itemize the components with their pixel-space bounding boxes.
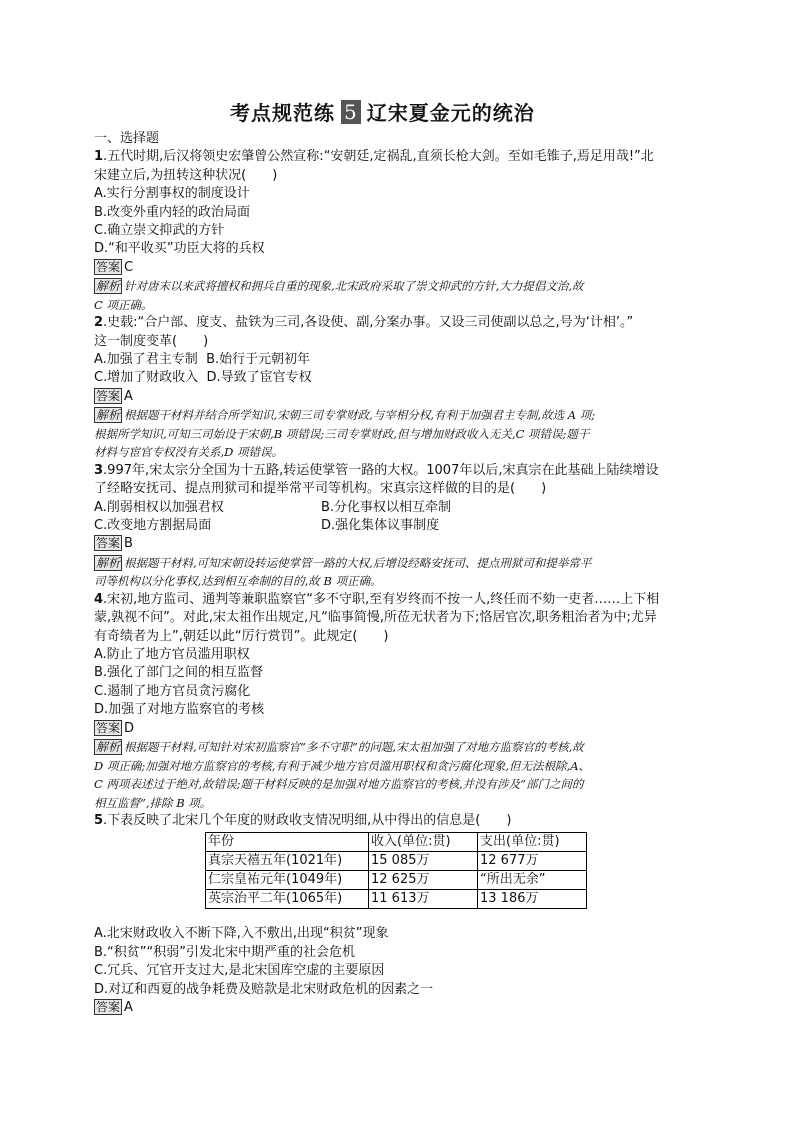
- explanation-text: 根据题干材料,可知针对宋初监察官“多不守职”的问题,宋太祖加强了对地方监察官的考核,故: [124, 740, 584, 755]
- question-stem: .下表反映了北宋几个年度的财政收支情况明细,从中得出的信息是( ): [103, 813, 512, 829]
- option-a: A.加强了君主专制: [94, 352, 198, 368]
- option-b: B.“积贫”“积弱”引发北宋中期严重的社会危机: [94, 944, 355, 960]
- answer-tag: 答案: [96, 720, 121, 735]
- explanation-text: 根据题干材料,可知宋朝设转运使掌管一路的大权,后增设经略安抚司、提点刑狱司和提举常平: [124, 555, 592, 570]
- question-number: 3: [94, 462, 104, 478]
- table-header: 收入(单位:贯): [369, 833, 478, 852]
- answer-tag: 答案: [96, 536, 121, 551]
- finance-table: [205, 832, 587, 909]
- option-c: C.遏制了地方官员贪污腐化: [94, 683, 251, 699]
- option-c: C.确立崇文抑武的方针: [94, 223, 225, 239]
- table-header: 年份: [206, 833, 369, 852]
- answer-value: A: [124, 1000, 133, 1016]
- title-number: 5: [341, 100, 361, 124]
- table-cell: 13 186万: [478, 890, 587, 909]
- question-1: [94, 148, 694, 314]
- explanation-text: 根据所学知识,可知三司始设于宋朝,B 项错误;三司专掌财政,但与增加财政收入无关,C 项错误;题干: [94, 426, 590, 441]
- explanation-text: 相互监督”,排除 B 项。: [94, 795, 212, 810]
- question-stem-cont: 蒙,孰视不问”。对此,宋太祖作出规定,凡“临事简慢,所莅无状者为下;恪居官次,职务粗治者为中;尤异: [94, 610, 657, 626]
- explanation-text: C 项正确。: [94, 297, 153, 312]
- option-d: D.强化集体议事制度: [321, 518, 440, 533]
- table-cell: 15 085万: [369, 852, 478, 871]
- question-number: 1: [94, 149, 104, 165]
- option-d: D.加强了对地方监察官的考核: [94, 702, 265, 718]
- option-a: A.防止了地方官员滥用职权: [94, 647, 250, 663]
- option-b: B.改变外重内轻的政治局面: [94, 204, 251, 220]
- question-3: [94, 462, 694, 591]
- question-stem-cont: 这一制度变革( ): [94, 333, 209, 349]
- table-header: 支出(单位:贯): [478, 833, 587, 852]
- explanation-tag: 解析: [96, 740, 121, 755]
- title-subject: 辽宋夏金元的统治: [366, 101, 535, 125]
- question-stem-cont: 宋建立后,为扭转这种状况( ): [94, 167, 278, 183]
- table-row: [206, 852, 587, 871]
- table-cell: 英宗治平二年(1065年): [206, 890, 369, 909]
- question-number: 4: [94, 591, 104, 607]
- option-b: B.强化了部门之间的相互监督: [94, 665, 264, 681]
- content-body: [94, 130, 694, 1018]
- table-cell: 11 613万: [369, 890, 478, 909]
- option-d: D.对辽和西夏的战争耗费及赔款是北宋财政危机的因素之一: [94, 981, 434, 997]
- table-row: [206, 871, 587, 890]
- option-a: A.实行分割事权的制度设计: [94, 186, 250, 202]
- question-stem: .史载:“合户部、度支、盐铁为三司,各设使、副,分案办事。又设三司使副以总之,号为‘计相’。”: [103, 315, 634, 331]
- question-number: 5: [94, 813, 104, 829]
- explanation-text: D 项正确;加强对地方监察官的考核,有利于减少地方官员滥用职权和贪污腐化现象,但无法根除,A、: [94, 758, 591, 773]
- table-cell: 12 625万: [369, 871, 478, 890]
- option-b: B.分化事权以相互牵制: [321, 499, 452, 515]
- title-prefix: 考点规范练: [230, 101, 335, 125]
- question-2: [94, 314, 694, 462]
- explanation-text: C 两项表述过于绝对,故错误;题干材料反映的是加强对地方监察官的考核,并没有涉及“部门之间的: [94, 777, 584, 792]
- question-stem: .五代时期,后汉将领史宏肇曾公然宣称:“安朝廷,定祸乱,直须长枪大剑。至如毛锥子,焉足用哉!”北: [103, 149, 654, 165]
- option-c: C.增加了财政收入: [94, 370, 199, 386]
- table-cell: 12 677万: [478, 852, 587, 871]
- option-c: C.改变地方割据局面: [94, 518, 212, 533]
- table-cell: “所出无余”: [478, 871, 587, 890]
- table-header-row: [206, 833, 587, 852]
- option-a: A.北宋财政收入不断下降,入不敷出,出现“积贫”现象: [94, 926, 389, 942]
- question-4: [94, 591, 694, 812]
- answer-value: A: [124, 388, 133, 404]
- explanation-text: 材料与宦官专权没有关系,D 项错误。: [94, 445, 284, 460]
- question-number: 2: [94, 315, 104, 331]
- question-5: [94, 812, 694, 1017]
- explanation-text: 根据题干材料并结合所学知识,宋朝三司专掌财政,与宰相分权,有利于加强君主专制,故选 A 项;: [124, 408, 596, 423]
- explanation-tag: 解析: [96, 555, 121, 570]
- question-stem: .宋初,地方监司、通判等兼职监察官“多不守职,至有岁终而不按一人,终任而不劾一吏者……上下相: [103, 591, 660, 607]
- table-cell: 仁宗皇祐元年(1049年): [206, 871, 369, 890]
- answer-value: D: [124, 720, 135, 736]
- page-title: [230, 97, 535, 126]
- explanation-tag: 解析: [96, 279, 121, 294]
- question-stem: .997年,宋太宗分全国为十五路,转运使掌管一路的大权。1007年以后,宋真宗在此基础上陆续增设: [103, 462, 659, 478]
- explanation-text: 针对唐末以来武将擅权和拥兵自重的现象,北宋政府采取了崇文抑武的方针,大力提倡文治,故: [124, 279, 584, 294]
- option-d: D.导致了宦官专权: [206, 370, 312, 386]
- answer-tag: 答案: [96, 1000, 121, 1015]
- question-stem-cont: 有奇绩者为上”,朝廷以此“厉行赏罚”。此规定( ): [94, 628, 389, 644]
- answer-tag: 答案: [96, 388, 121, 403]
- answer-tag: 答案: [96, 259, 121, 274]
- table-row: [206, 890, 587, 909]
- explanation-tag: 解析: [96, 408, 121, 423]
- option-d: D.“和平收买”功臣大将的兵权: [94, 241, 265, 257]
- question-stem-cont: 了经略安抚司、提点刑狱司和提举常平司等机构。宋真宗这样做的目的是( ): [94, 481, 547, 497]
- option-c: C.冗兵、冗官开支过大,是北宋国库空虚的主要原因: [94, 963, 385, 979]
- section-heading: 一、选择题: [94, 131, 160, 146]
- explanation-text: 司等机构以分化事权,达到相互牵制的目的,故 B 项正确。: [94, 574, 382, 589]
- option-b: B.始行于元朝初年: [206, 352, 311, 368]
- answer-value: B: [124, 536, 133, 552]
- table-cell: 真宗天禧五年(1021年): [206, 852, 369, 871]
- option-a: A.削弱相权以加强君权: [94, 499, 224, 515]
- answer-value: C: [124, 259, 134, 275]
